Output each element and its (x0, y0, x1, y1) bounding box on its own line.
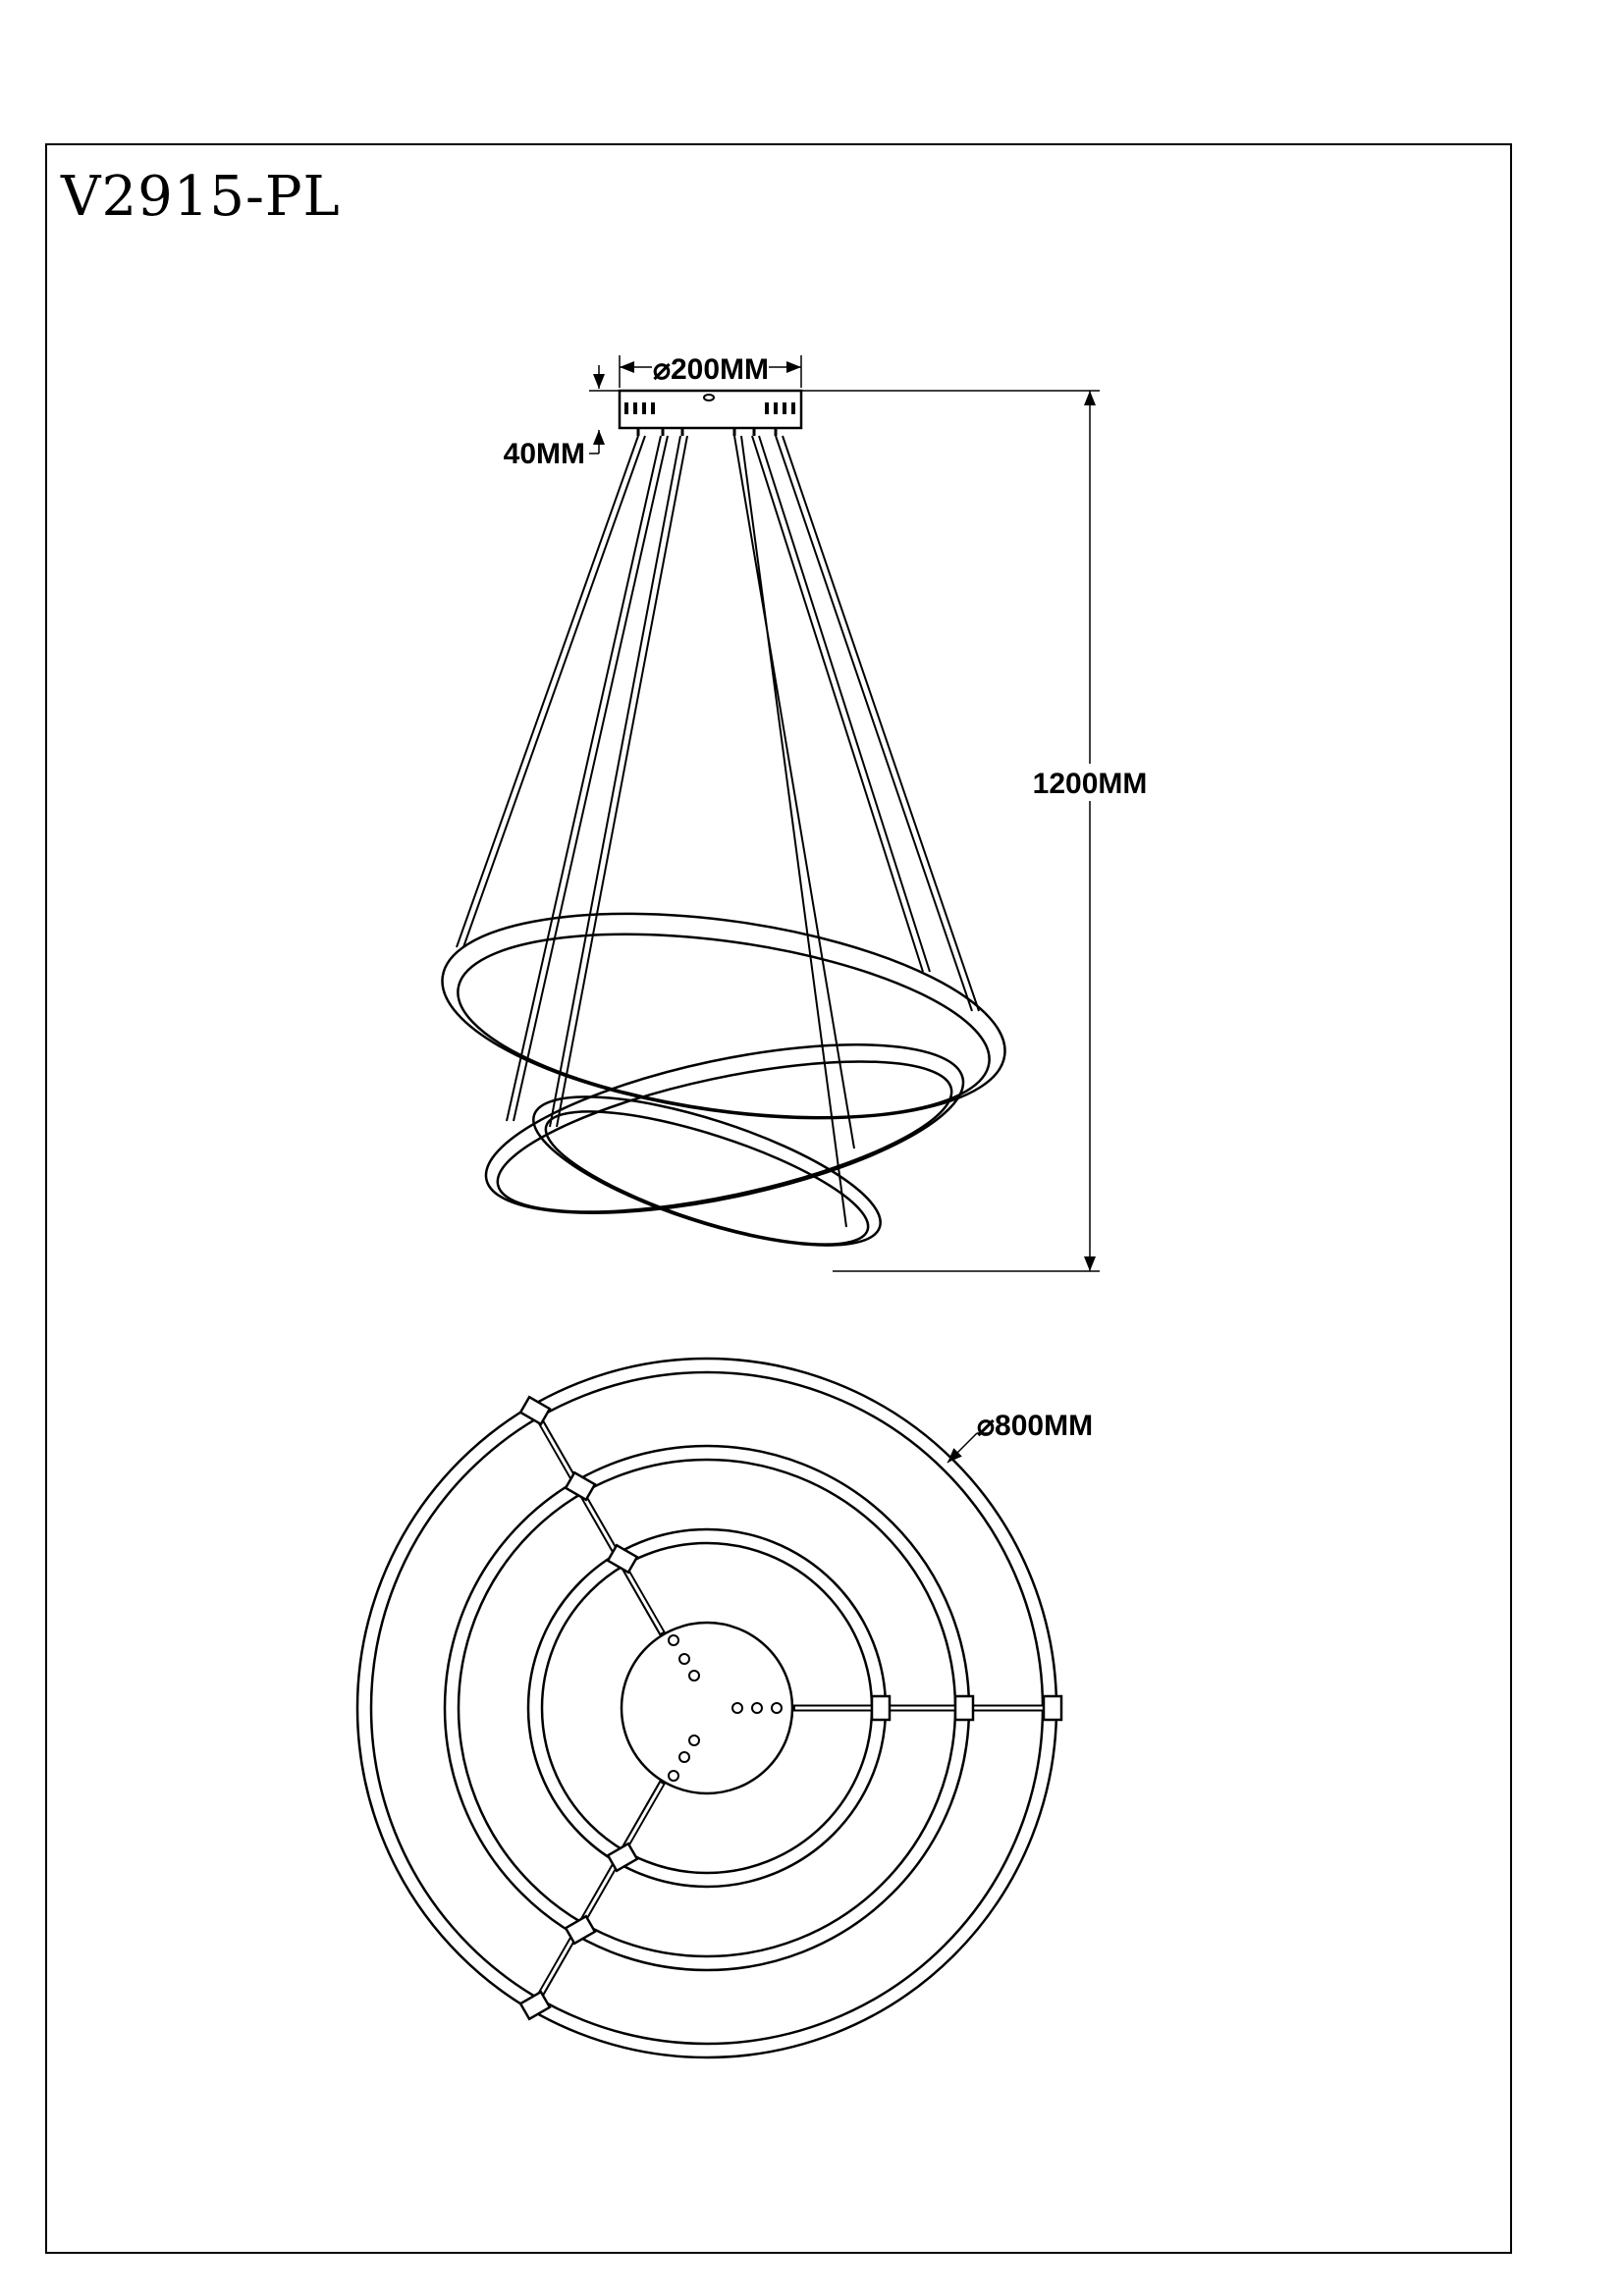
dim-ring-diameter (947, 1410, 1093, 1463)
ring-middle (472, 1011, 977, 1247)
side-view (429, 353, 1149, 1276)
canopy-diameter-label: ⌀200MM (652, 353, 770, 386)
top-view (357, 1359, 1093, 2057)
suspension-cables (457, 436, 979, 1227)
total-height-label: 1200MM (1032, 768, 1148, 800)
top-canopy (622, 1623, 792, 1793)
dim-canopy-height (504, 365, 620, 470)
ring-top (429, 882, 1017, 1150)
canopy-vents-left (624, 402, 655, 414)
canopy-height-label: 40MM (503, 438, 585, 470)
canopy (620, 391, 801, 436)
canopy-vents-right (765, 402, 795, 414)
dim-canopy-diameter (620, 353, 801, 388)
canopy-anchor-points (669, 1635, 782, 1781)
ring-diameter-label: ⌀800MM (977, 1410, 1094, 1442)
canopy-screw (704, 395, 714, 400)
model-title: V2915-PL (61, 165, 341, 229)
